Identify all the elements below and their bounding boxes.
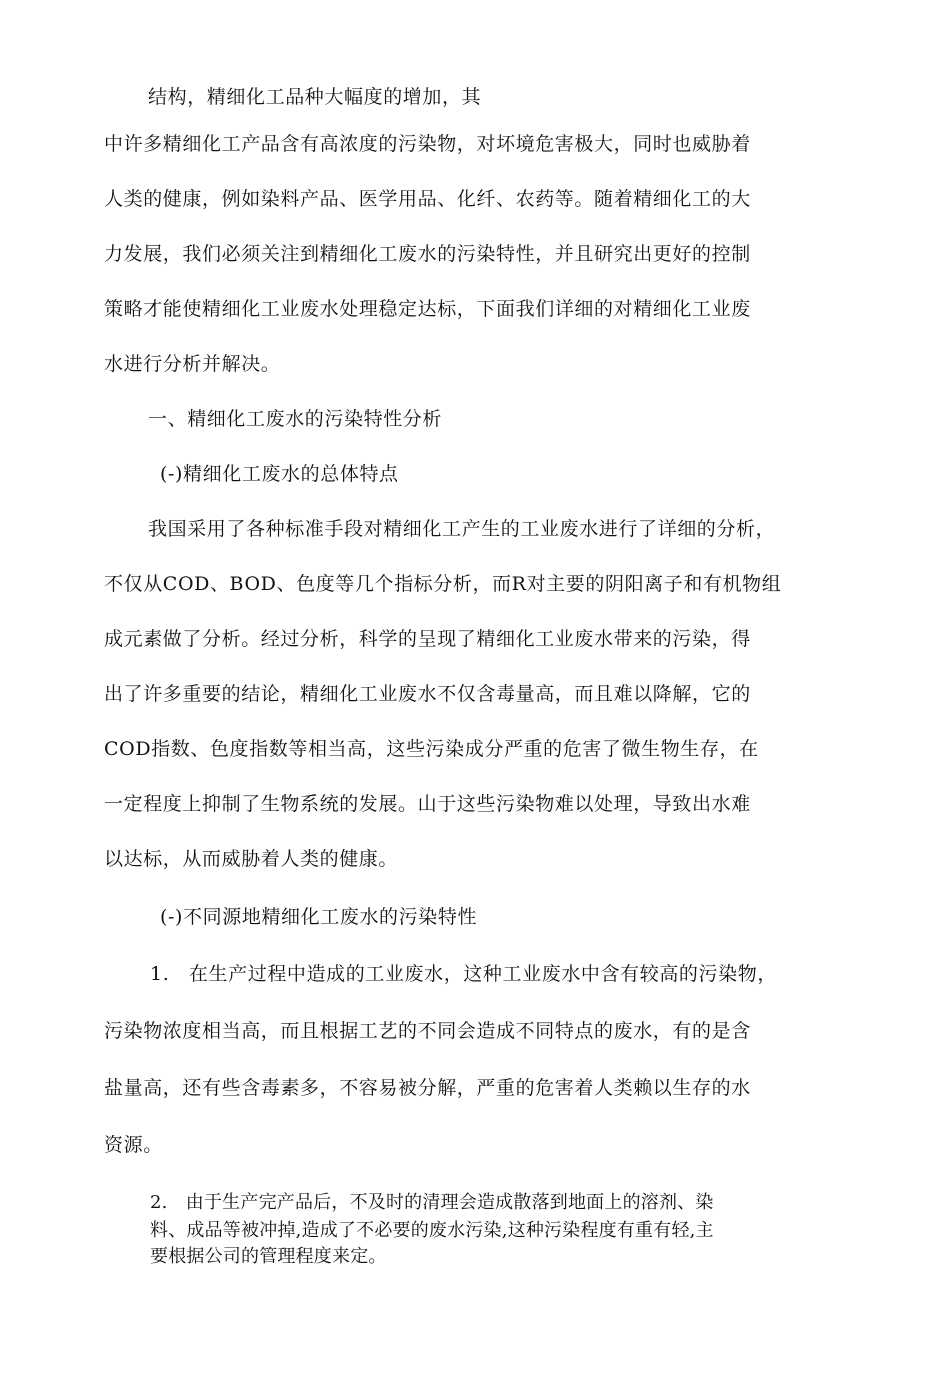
subsection-heading-2: (-)不同源地精细化工废水的污染特性 xyxy=(160,906,478,928)
section-heading: 一、精细化工废水的污染特性分析 xyxy=(148,408,443,430)
body-line-7: 以达标，从而威胁着人类的健康。 xyxy=(104,848,399,870)
list-item-2-line-3: 要根据公司的管理程度来定。 xyxy=(150,1246,387,1267)
intro-line-3: 人类的健康，例如染料产品、医学用品、化纤、农药等。随着精细化工的大 xyxy=(104,188,751,210)
list-item-2-line-2: 料、成品等被冲掉,造成了不必要的废水污染,这种污染程度有重有轻,主 xyxy=(150,1220,714,1241)
body-line-3: 成元素做了分析。经过分析，科学的呈现了精细化工业废水带来的污染，得 xyxy=(104,628,751,650)
body-line-4: 出了许多重要的结论，精细化工业废水不仅含毒量高，而且难以降解，它的 xyxy=(104,683,751,705)
list-item-1-line-4: 资源。 xyxy=(104,1134,163,1156)
body-line-2: 不仅从COD、BOD、色度等几个指标分析，而R对主要的阴阳离子和有机物组 xyxy=(104,573,782,595)
intro-line-4: 力发展，我们必须关注到精细化工废水的污染特性，并且研究出更好的控制 xyxy=(104,243,751,265)
list-item-1-line-2: 污染物浓度相当高，而且根据工艺的不同会造成不同特点的废水，有的是含 xyxy=(104,1020,751,1042)
intro-line-5: 策略才能使精细化工业废水处理稳定达标，下面我们详细的对精细化工业废 xyxy=(104,298,751,320)
intro-line-1: 结构，精细化工品种大幅度的增加，其 xyxy=(148,86,482,108)
intro-line-6: 水进行分析并解决。 xyxy=(104,353,281,375)
subsection-heading-1: (-)精细化工废水的总体特点 xyxy=(160,463,399,485)
list-item-2-line-1: 2. 由于生产完产品后，不及时的清理会造成散落到地面上的溶剂、染 xyxy=(150,1192,714,1213)
list-item-1-line-3: 盐量高，还有些含毒素多，不容易被分解，严重的危害着人类赖以生存的水 xyxy=(104,1077,751,1099)
intro-line-2: 中许多精细化工产品含有高浓度的污染物，对坏境危害极大，同时也威胁着 xyxy=(104,133,751,155)
body-line-6: 一定程度上抑制了生物系统的发展。山于这些污染物难以处理，导致出水难 xyxy=(104,793,751,815)
body-line-1: 我国采用了各种标准手段对精细化工产生的工业废水进行了详细的分析， xyxy=(148,518,776,540)
body-line-5: COD指数、色度指数等相当高，这些污染成分严重的危害了微生物生存，在 xyxy=(104,738,759,760)
list-item-1-line-1: 1. 在生产过程中造成的工业废水，这种工业废水中含有较高的污染物， xyxy=(150,963,777,985)
